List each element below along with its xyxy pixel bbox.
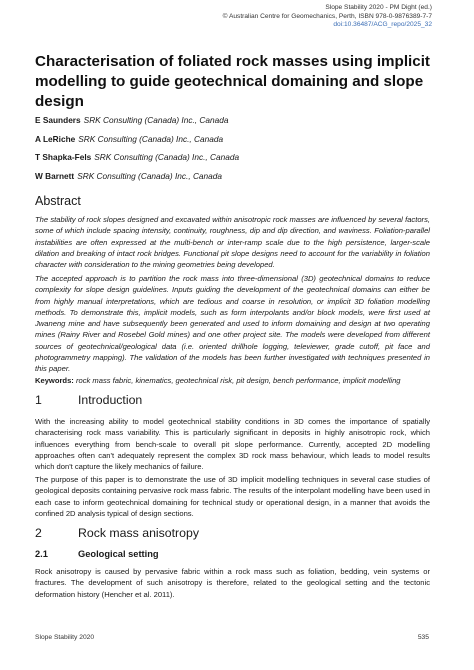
conference-line: Slope Stability 2020 - PM Dight (ed.) <box>325 4 432 11</box>
section-1-heading <box>35 393 142 407</box>
keywords-line <box>35 375 430 386</box>
author-affiliation: SRK Consulting (Canada) Inc., Canada <box>78 133 224 144</box>
footer-page-number: 535 <box>417 634 429 641</box>
section-2-heading <box>35 526 199 540</box>
abstract-heading: Abstract <box>35 194 81 208</box>
author-affiliation: SRK Consulting (Canada) Inc., Canada <box>94 152 240 162</box>
author-list <box>35 111 435 185</box>
author-affiliation: SRK Consulting (Canada) Inc., Canada <box>77 170 223 181</box>
subsection-number: 2.1 <box>35 549 48 559</box>
author-name: W Barnett <box>35 170 75 181</box>
section-number: 1 <box>35 393 42 407</box>
author-row <box>35 130 435 149</box>
header-meta <box>223 4 432 30</box>
keywords-label: Keywords: <box>35 376 74 385</box>
author-name: A LeRiche <box>35 133 76 144</box>
publisher-line: © Australian Centre for Geomechanics, Perth, ISBN 978-0-9876389-7-7 <box>222 12 432 20</box>
geology-paragraph-1: Rock anisotropy is caused by pervasive fabric within a rock mass such as foliation, bedding, vein systems or fractures. The development of such anisotropy is therefore, related to the geological setting and the tectonic deformation history (Hencher et al. 2011). <box>35 567 430 599</box>
section-title: Introduction <box>78 393 143 407</box>
keywords-text: rock mass fabric, kinematics, geotechnical risk, pit design, bench performance, implicit modelling <box>75 376 401 385</box>
intro-paragraph-1: With the increasing ability to model geotechnical stability conditions in 3D comes the importance of spatially characterising rock mass variability. This is particularly significant in deposits in highly anisotropic rock, which influences everything from bench-scale to overall pit slope performance. Currently, accepted 2D modelling approaches often can't adequately represent the complex 3D rock mass behaviour, which leads to model results which don't capture the likely mechanics of failure. <box>35 417 430 472</box>
footer-journal: Slope Stability 2020 <box>35 634 95 641</box>
author-name: E Saunders <box>35 115 81 125</box>
doi-link[interactable]: doi:10.36487/ACG_repo/2025_32 <box>333 21 432 29</box>
author-row <box>35 111 435 130</box>
abstract-paragraph-1: The stability of rock slopes designed and excavated within anisotropic rock masses are influenced by several factors, some of which include spacing intensity, continuity, roughness, dip and dip direction, and waviness. Foliation-parallel instabilities are often expressed at the multi-bench or inter-ramp scale due to the high persistence, larger-scale dilation and breaking of intact rock bridges. Functional pit slope designs need to account for the variability in foliation character with consideration to the mining geometries being developed. <box>35 215 430 270</box>
author-row <box>35 148 435 167</box>
author-name: T Shapka-Fels <box>35 152 92 162</box>
author-row <box>35 167 435 186</box>
intro-paragraph-2: The purpose of this paper is to demonstrate the use of 3D implicit modelling techniques in several case studies of geological deposits containing pervasive rock mass fabric. The results of the interpolant modelling have been used in each case to inform geotechnical domaining for technical study or operational design, in a manner that avoids the confined 2D analysis typical of design sections. <box>35 475 430 518</box>
author-affiliation: SRK Consulting (Canada) Inc., Canada <box>83 115 229 125</box>
subsection-2-1-heading <box>35 549 159 559</box>
section-title: Rock mass anisotropy <box>78 526 199 540</box>
subsection-title: Geological setting <box>78 549 159 559</box>
section-number: 2 <box>35 526 42 540</box>
abstract-paragraph-2: The accepted approach is to partition the rock mass into three-dimensional (3D) geotechnical domains to reduce complexity for slope design guidelines. Inputs guiding the development of the geotechnical domains can either be from highly manual interpretations, which are tedious and coarse in resolution, or implicit 3D foliation modelling methods. To demonstrate this, implicit models, such as form interpolants and/or block models, were first used at Jwaneng mine and have subsequently been generated and used to inform domaining and design at two operating mines (Rainy River and Rosebel Gold mines) and one other project site. The models were developed from different sources of geotechnical/geological data (i.e. oriented drillhole logging, televiewer, grade cutoff, pit face and photogrammetry mapping). The validation of the models has been further investigated with techniques presented in this paper. <box>35 274 430 374</box>
paper-title: Characterisation of foliated rock masses using implicit modelling to guide geotechnical domaining and slope design <box>35 53 430 110</box>
